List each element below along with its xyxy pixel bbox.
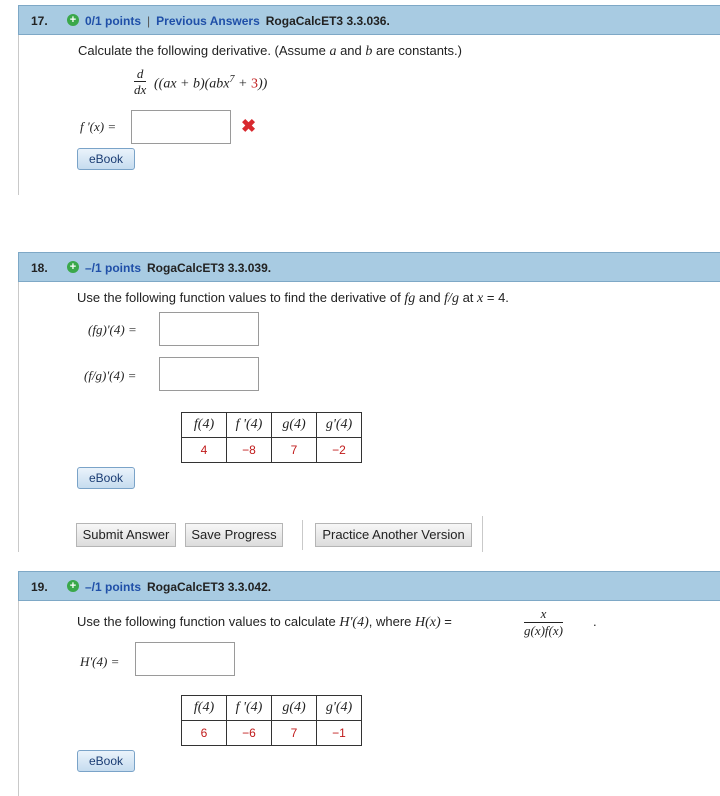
var-a: a: [329, 44, 337, 59]
button-divider: [482, 516, 483, 552]
question-number: 19.: [31, 580, 48, 594]
practice-another-version-button[interactable]: Practice Another Version: [315, 523, 472, 547]
points-value: 0/1 points: [85, 14, 142, 28]
prompt-text: and: [415, 290, 445, 305]
expr-part: ((ax + b)(abx: [154, 76, 230, 92]
var-h-prime: H'(4): [339, 615, 369, 630]
answer-label: H'(4) =: [80, 654, 120, 669]
answer-input[interactable]: [131, 110, 231, 144]
table-row: [182, 721, 362, 746]
h-fraction: [524, 606, 563, 639]
fog-label: (f/g)'(4) =: [84, 368, 137, 383]
problem-code: RogaCalcET3 3.3.039.: [147, 261, 272, 275]
q19-prompt: [77, 614, 452, 631]
fraction-numerator: x: [524, 606, 563, 623]
prompt-text: Use the following function values to find the derivative of: [77, 290, 405, 305]
table-cell: −8: [227, 438, 272, 463]
expr-exponent: 7: [229, 74, 235, 85]
table-header-row: [182, 696, 362, 721]
fraction-denominator: g(x)f(x): [524, 623, 563, 638]
q18-prompt: [77, 290, 509, 307]
prompt-text: at: [458, 290, 478, 305]
derivative-expression: [154, 74, 267, 93]
table-cell: −2: [317, 438, 362, 463]
table-cell: 4: [182, 438, 227, 463]
deriv-numerator: d: [134, 66, 146, 82]
fg-label: (fg)'(4) =: [88, 322, 137, 337]
expand-plus-icon[interactable]: +: [67, 14, 79, 26]
points-label: [85, 14, 390, 28]
table-header-cell: g'(4): [317, 413, 362, 438]
table-cell: 7: [272, 438, 317, 463]
answer-input[interactable]: [135, 642, 235, 676]
deriv-denominator: dx: [134, 82, 147, 97]
fog-input[interactable]: [159, 357, 259, 391]
expr-constant: 3: [250, 76, 258, 92]
q18-header: [18, 252, 720, 282]
previous-answers-link[interactable]: Previous Answers: [156, 14, 260, 28]
table-header-row: [182, 413, 362, 438]
table-row: [182, 438, 362, 463]
expr-part: )): [257, 76, 268, 92]
question-number: 17.: [31, 14, 48, 28]
q19-header: [18, 571, 720, 601]
answer-label: f '(x) =: [80, 119, 117, 134]
incorrect-x-icon: ✖: [241, 116, 257, 136]
var-fg: fg: [404, 291, 416, 306]
table-header-cell: f(4): [182, 413, 227, 438]
var-x: x: [477, 291, 484, 306]
button-divider: [302, 520, 303, 550]
prompt-text: Calculate the following derivative. (Assume: [78, 43, 330, 58]
expand-plus-icon[interactable]: +: [67, 580, 79, 592]
q17-prompt: [78, 43, 462, 60]
prompt-text: =: [440, 614, 452, 629]
expr-part: +: [234, 76, 251, 92]
table-header-cell: g(4): [272, 413, 317, 438]
table-cell: −1: [317, 721, 362, 746]
question-number: 18.: [31, 261, 48, 275]
points-label: [85, 580, 271, 594]
save-progress-button[interactable]: Save Progress: [185, 523, 283, 547]
prompt-text: and: [336, 43, 366, 58]
function-values-table: [181, 695, 362, 746]
q17-header: [18, 5, 720, 35]
expand-plus-icon[interactable]: +: [67, 261, 79, 273]
ebook-button[interactable]: eBook: [77, 148, 135, 170]
var-f-over-g: f/g: [444, 291, 459, 306]
points-value: –/1 points: [85, 261, 142, 275]
problem-code: RogaCalcET3 3.3.042.: [147, 580, 272, 594]
fraction-period: .: [593, 614, 597, 629]
prompt-text: Use the following function values to calculate: [77, 614, 340, 629]
table-header-cell: f '(4): [227, 413, 272, 438]
prompt-text: = 4.: [483, 290, 509, 305]
var-b: b: [365, 44, 373, 59]
separator: |: [147, 14, 151, 28]
ebook-button[interactable]: eBook: [77, 467, 135, 489]
prompt-text: are constants.): [372, 43, 462, 58]
function-values-table: [181, 412, 362, 463]
prompt-text: , where: [368, 614, 416, 629]
table-header-cell: g'(4): [317, 696, 362, 721]
table-header-cell: f(4): [182, 696, 227, 721]
table-header-cell: f '(4): [227, 696, 272, 721]
fg-input[interactable]: [159, 312, 259, 346]
var-h-of-x: H(x): [415, 615, 441, 630]
table-cell: 7: [272, 721, 317, 746]
table-cell: 6: [182, 721, 227, 746]
problem-code: RogaCalcET3 3.3.036.: [265, 14, 390, 28]
points-label: [85, 261, 271, 275]
derivative-operator: [134, 66, 146, 97]
points-value: –/1 points: [85, 580, 142, 594]
table-header-cell: g(4): [272, 696, 317, 721]
submit-answer-button[interactable]: Submit Answer: [76, 523, 176, 547]
table-cell: −6: [227, 721, 272, 746]
ebook-button[interactable]: eBook: [77, 750, 135, 772]
